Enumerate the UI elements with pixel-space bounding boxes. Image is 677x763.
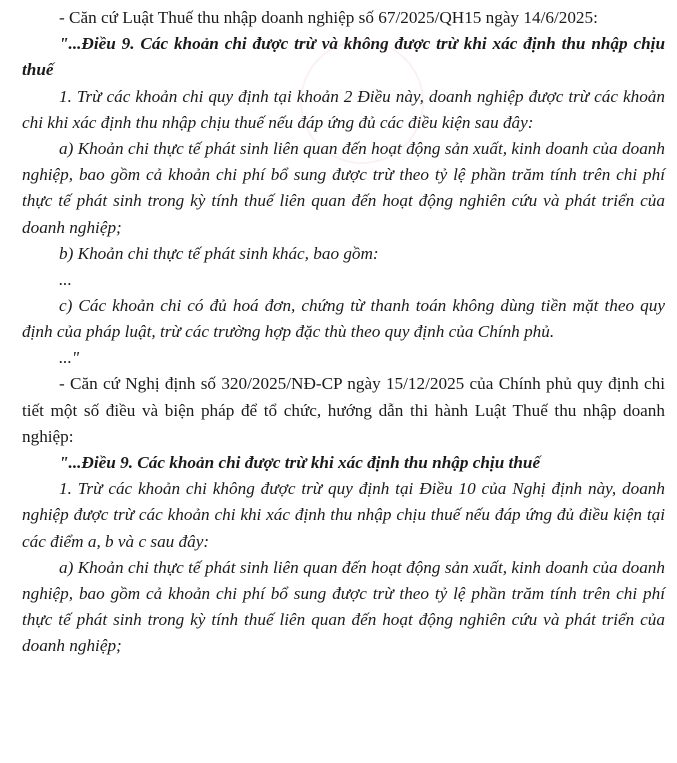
law-ellipsis: ... [59,270,72,290]
law-article-heading: "...Điều 9. Các khoản chi được trừ và không được trừ khi xác định thu nhập chịu thuế [22,34,665,80]
law-point-a: a) Khoản chi thực tế phát sinh liên quan đến hoạt động sản xuất, kinh doanh của doanh nghiệp, bao gồm cả khoản chi phí bổ sung được trừ theo tỷ lệ phần trăm tính trên chi phí thực tế phát sinh trong kỳ tính thuế liên quan đến hoạt động nghiên cứu và phát triển của doanh nghiệp; [22,139,665,237]
law-point-c: c) Các khoản chi có đủ hoá đơn, chứng từ thanh toán không dùng tiền mặt theo quy định của pháp luật, trừ các trường hợp đặc thù theo quy định của Chính phủ. [22,296,665,342]
decree-clause-1: 1. Trừ các khoản chi không được trừ quy định tại Điều 10 của Nghị định này, doanh nghiệp được trừ các khoản chi khi xác định thu nhập chịu thuế nếu đáp ứng đủ điều kiện tại các điểm a, b và c sau đây: [22,479,665,551]
basis-law-paragraph: - Căn cứ Luật Thuế thu nhập doanh nghiệp số 67/2025/QH15 ngày 14/6/2025: [59,8,598,27]
decree-article-heading: "...Điều 9. Các khoản chi được trừ khi xác định thu nhập chịu thuế [59,453,541,473]
basis-decree-paragraph: - Căn cứ Nghị định số 320/2025/NĐ-CP ngày 15/12/2025 của Chính phủ quy định chi tiết một số điều và biện pháp để tổ chức, hướng dẫn thi hành Luật Thuế thu nhập doanh nghiệp: [22,374,665,446]
decree-point-a: a) Khoản chi thực tế phát sinh liên quan đến hoạt động sản xuất, kinh doanh của doanh nghiệp, bao gồm cả khoản chi phí bổ sung được trừ theo tỷ lệ phần trăm tính trên chi phí thực tế phát sinh trong kỳ tính thuế liên quan đến hoạt động nghiên cứu và phát triển của doanh nghiệp; [22,557,665,656]
law-clause-1: 1. Trừ các khoản chi quy định tại khoản 2 Điều này, doanh nghiệp được trừ các khoản chi khi xác định thu nhập chịu thuế nếu đáp ứng đủ các điều kiện sau đây: [22,86,665,132]
law-point-b: b) Khoản chi thực tế phát sinh khác, bao gồm: [59,243,379,263]
law-end-quote: ..." [59,348,80,368]
